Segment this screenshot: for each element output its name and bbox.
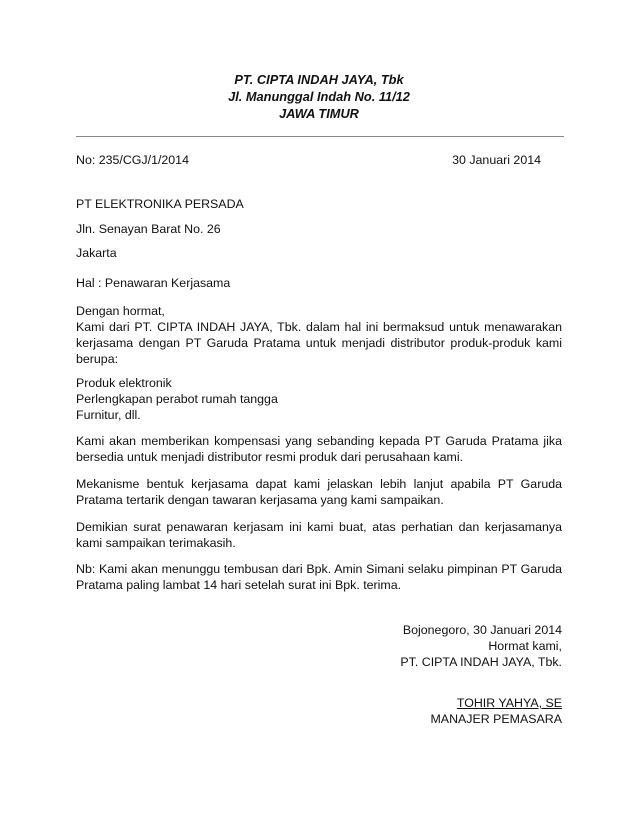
product-item: Furnitur, dll. bbox=[76, 408, 141, 422]
recipient-street: Jln. Senayan Barat No. 26 bbox=[76, 222, 221, 236]
mechanism-paragraph: Mekanisme bentuk kerjasama dapat kami jelaskan lebih lanjut apabila PT Garuda Pratama tertarik dengan tawaran kerjasama yang kami sampaikan. bbox=[76, 477, 562, 507]
signer-name: TOHIR YAHYA, SE bbox=[456, 696, 562, 710]
recipient-name: PT ELEKTRONIKA PERSADA bbox=[76, 197, 244, 211]
compensation-paragraph: Kami akan memberikan kompensasi yang sebanding kepada PT Garuda Pratama jika bersedia untuk menjadi distributor resmi produk dari perusahaan kami. bbox=[76, 434, 562, 464]
product-item: Perlengkapan perabot rumah tangga bbox=[76, 392, 278, 406]
letter-date: 30 Januari 2014 bbox=[452, 153, 541, 167]
letter-number: No: 235/CGJ/1/2014 bbox=[76, 153, 189, 167]
signer-title: MANAJER PEMASARA bbox=[430, 712, 562, 726]
greeting: Dengan hormat, bbox=[76, 304, 165, 318]
signature-regards: Hormat kami, bbox=[488, 639, 562, 653]
intro-paragraph: Kami dari PT. CIPTA INDAH JAYA, Tbk. dalam hal ini bermaksud untuk menawarakan kerjasama dengan PT Garuda Pratama untuk menjadi distributor produk-produk kami berupa: bbox=[76, 320, 562, 366]
product-item: Produk elektronik bbox=[76, 376, 172, 390]
letterhead-address: Jl. Manunggal Indah No. 11/12 bbox=[228, 89, 410, 104]
letter-subject: Hal : Penawaran Kerjasama bbox=[76, 276, 231, 290]
recipient-city: Jakarta bbox=[76, 246, 117, 260]
signature-company: PT. CIPTA INDAH JAYA, Tbk. bbox=[400, 655, 562, 669]
signature-place-date: Bojonegoro, 30 Januari 2014 bbox=[402, 623, 562, 637]
letterhead-divider bbox=[76, 136, 564, 137]
note-paragraph: Nb: Kami akan menunggu tembusan dari Bpk. Amin Simani selaku pimpinan PT Garuda Pratama paling lambat 14 hari setelah surat ini Bpk. terima. bbox=[76, 562, 562, 592]
letterhead-company: PT. CIPTA INDAH JAYA, Tbk bbox=[234, 72, 404, 87]
letterhead-region: JAWA TIMUR bbox=[279, 106, 359, 121]
closing-paragraph: Demikian surat penawaran kerjasam ini kami buat, atas perhatian dan kerjasamanya kami sampaikan terimakasih. bbox=[76, 520, 562, 550]
